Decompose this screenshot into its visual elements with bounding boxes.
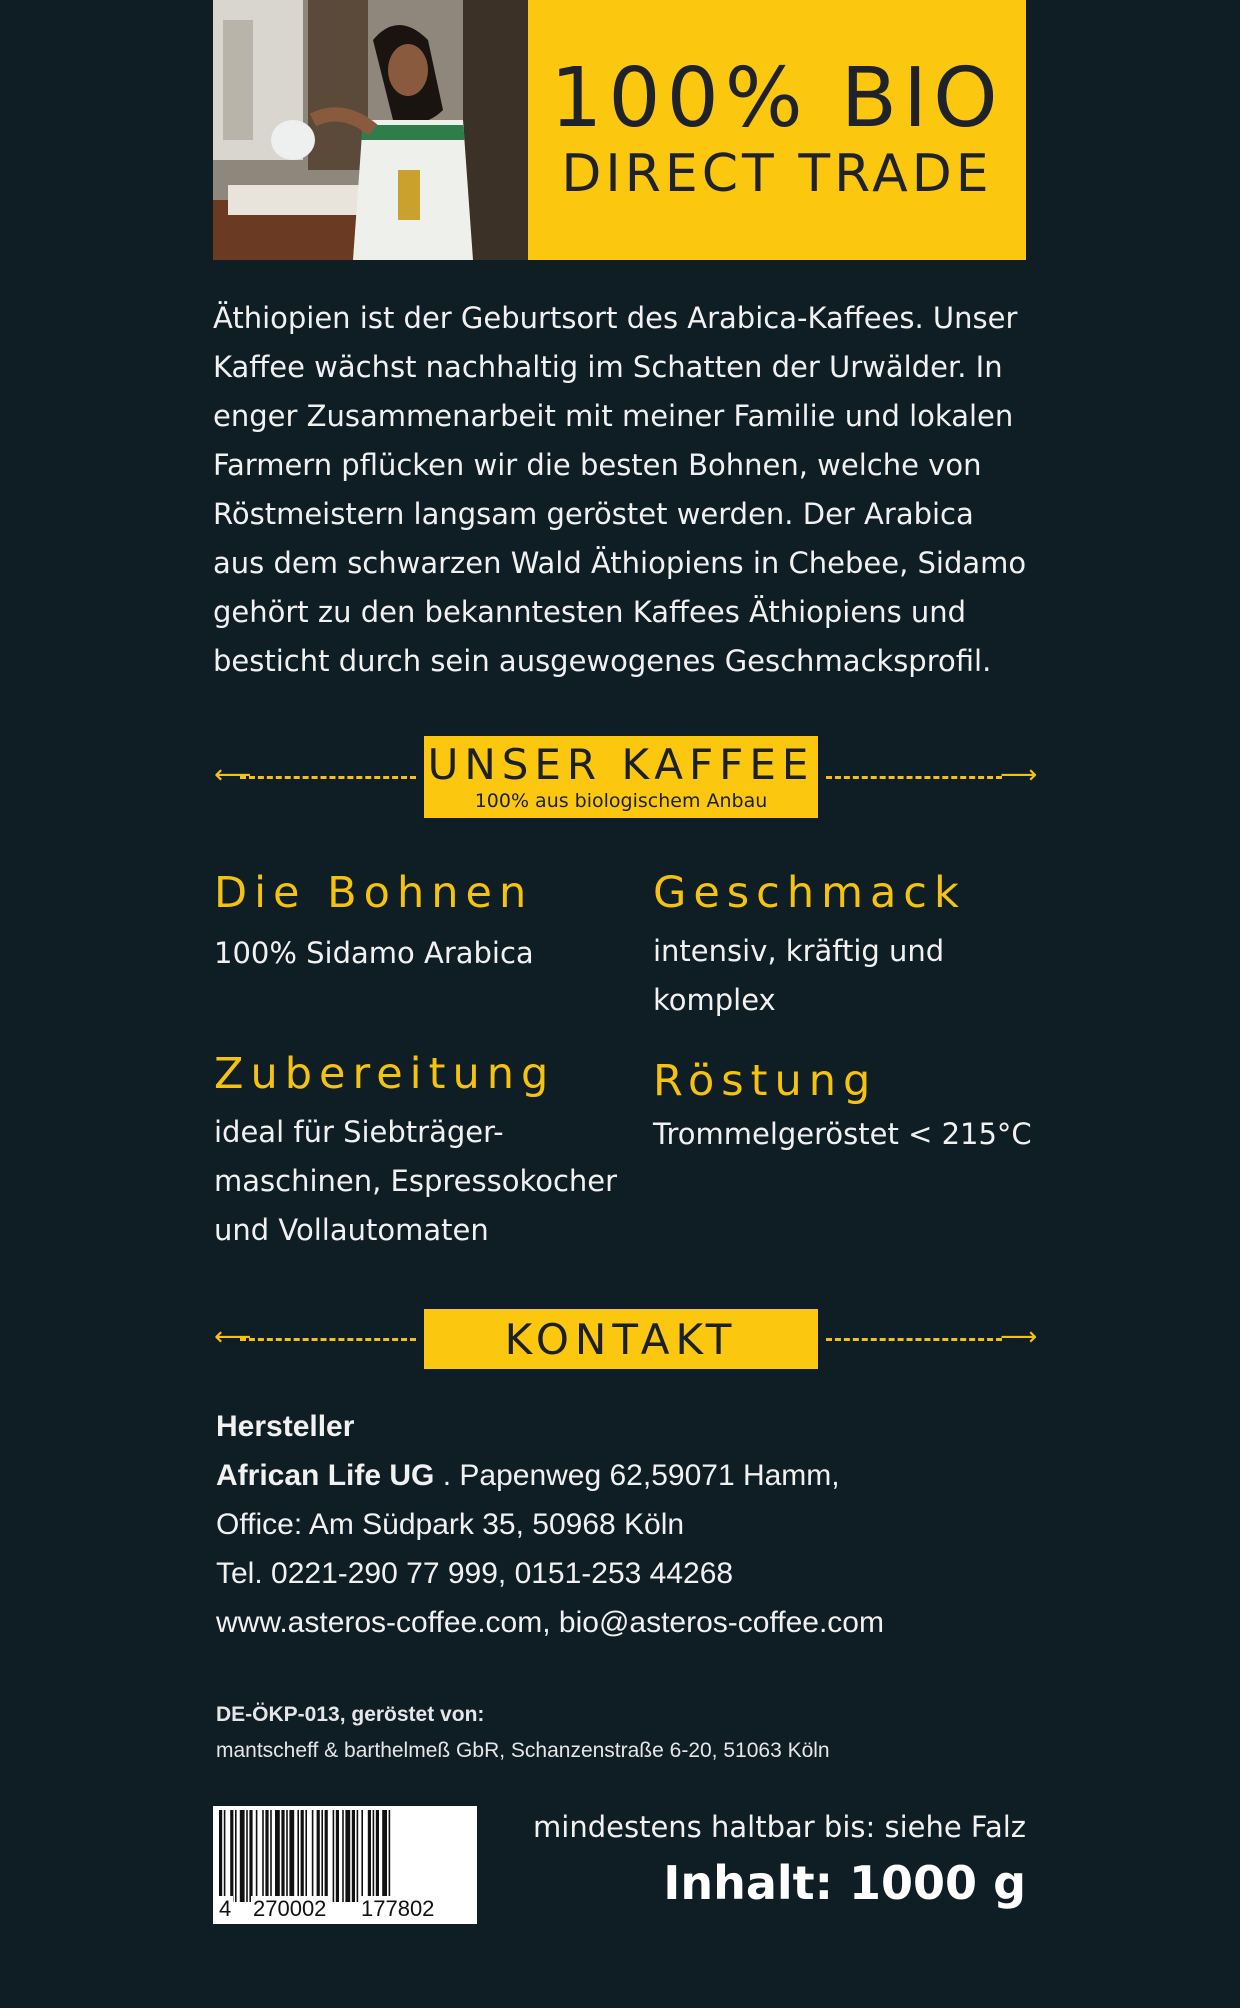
left-arrow-icon: ⟵ (214, 760, 252, 790)
barcode-digits-left: 270002 (253, 1896, 327, 1921)
section-header-contact (424, 1309, 818, 1369)
barcode-bar (301, 1810, 304, 1902)
right-divider (826, 776, 1002, 780)
barcode-bar (382, 1810, 387, 1902)
taste-heading: Geschmack (653, 868, 966, 918)
barcode-bar (376, 1810, 379, 1902)
barcode-bar (361, 1810, 363, 1902)
contact-block (216, 1402, 1036, 1647)
roast-heading: Röstung (653, 1056, 878, 1106)
preparation-text: ideal für Siebträger-maschinen, Espressokocher und Vollautomaten (214, 1115, 618, 1247)
manufacturer-label: Hersteller (216, 1410, 355, 1443)
net-content: Inhalt: 1000 g (663, 1856, 1026, 1910)
left-divider (240, 1338, 416, 1342)
certification-code: DE-ÖKP-013, geröstet von: (216, 1703, 485, 1726)
woman-pouring-coffee-photo (213, 0, 528, 260)
barcode-bar (219, 1810, 222, 1902)
beans-heading: Die Bohnen (214, 868, 534, 918)
preparation-heading: Zubereitung (214, 1049, 556, 1099)
barcode-bar (270, 1810, 272, 1902)
barcode-bar (333, 1810, 335, 1902)
section-subtitle-coffee: 100% aus biologischem Anbau (474, 790, 768, 812)
left-arrow-icon: ⟵ (214, 1322, 252, 1352)
right-arrow-icon: ⟶ (1000, 760, 1038, 790)
photo-illustration (213, 0, 528, 260)
right-arrow-icon: ⟶ (1000, 1322, 1038, 1352)
barcode-digit-prefix: 4 (219, 1896, 232, 1921)
phone-numbers: Tel. 0221-290 77 999, 0151-253 44268 (216, 1557, 734, 1590)
barcode-bar (336, 1810, 339, 1902)
barcode-bar (317, 1810, 320, 1902)
barcode-bar (312, 1810, 314, 1902)
barcode-bar (249, 1810, 252, 1902)
barcode-bar (286, 1810, 288, 1902)
barcode-bar (224, 1810, 226, 1902)
barcode-bar (389, 1810, 391, 1902)
barcode-bar (235, 1810, 237, 1902)
barcode-bar (373, 1810, 375, 1902)
roast-text: Trommelgeröstet < 215°C (653, 1117, 1032, 1151)
barcode-bar (297, 1810, 299, 1902)
section-title-coffee: UNSER KAFFEE (427, 740, 815, 789)
barcode-bar (275, 1810, 280, 1902)
barcode-bar (325, 1810, 328, 1902)
section-title-contact: KONTAKT (504, 1315, 738, 1364)
barcode-bar (345, 1810, 350, 1902)
web-and-email[interactable]: www.asteros-coffee.com, bio@asteros-coffee.com (216, 1606, 884, 1639)
barcode-bar (262, 1810, 264, 1902)
barcode-bar (368, 1810, 371, 1902)
taste-text: intensiv, kräftig und komplex (653, 934, 945, 1017)
barcode-bar (357, 1810, 359, 1902)
barcode-bar (240, 1810, 245, 1902)
barcode-bar (352, 1810, 355, 1902)
barcode-digits-right: 177802 (361, 1896, 435, 1921)
section-header-coffee (424, 736, 818, 818)
intro-paragraph: Äthiopien ist der Geburtsort des Arabica-Kaffees. Unser Kaffee wächst nachhaltig im Schatten der Urwälder. In enger Zusammenarbeit mit meiner Familie und lokalen Farmern pflücken wir die besten Bohnen, welche von Röstmeistern langsam geröstet werden. Der Arabica aus dem schwarzen Wald Äthiopiens in Chebee, Sidamo gehört zu den bekanntesten Kaffees Äthiopiens und besticht durch sein ausgewogenes Geschmacksprofil. (213, 301, 1027, 678)
barcode-bar (256, 1810, 258, 1902)
right-divider (826, 1338, 1002, 1342)
company-name: African Life UG (216, 1459, 435, 1492)
organic-direct-trade-banner (528, 0, 1026, 260)
office-address: Office: Am Südpark 35, 50968 Köln (216, 1508, 685, 1541)
barcode-bar (246, 1810, 248, 1902)
barcode-bar (281, 1810, 284, 1902)
barcode-bar (321, 1810, 323, 1902)
best-before-note: mindestens haltbar bis: siehe Falz (533, 1810, 1026, 1844)
barcode-bar (230, 1810, 233, 1902)
direct-trade-headline: DIRECT TRADE (561, 144, 993, 204)
barcode-bar (265, 1810, 268, 1902)
barcode-bar (289, 1810, 294, 1902)
roaster-address: mantscheff & barthelmeß GbR, Schanzenstraße 6-20, 51063 Köln (216, 1739, 830, 1762)
certification-block (216, 1697, 1036, 1769)
beans-text: 100% Sidamo Arabica (214, 936, 534, 970)
barcode-digits (213, 1896, 477, 1922)
barcode-bar (305, 1810, 307, 1902)
left-divider (240, 776, 416, 780)
barcode-bar (342, 1810, 344, 1902)
company-address: . Papenweg 62,59071 Hamm, (434, 1459, 840, 1492)
barcode (213, 1806, 477, 1924)
organic-headline: 100% BIO (550, 51, 1004, 146)
